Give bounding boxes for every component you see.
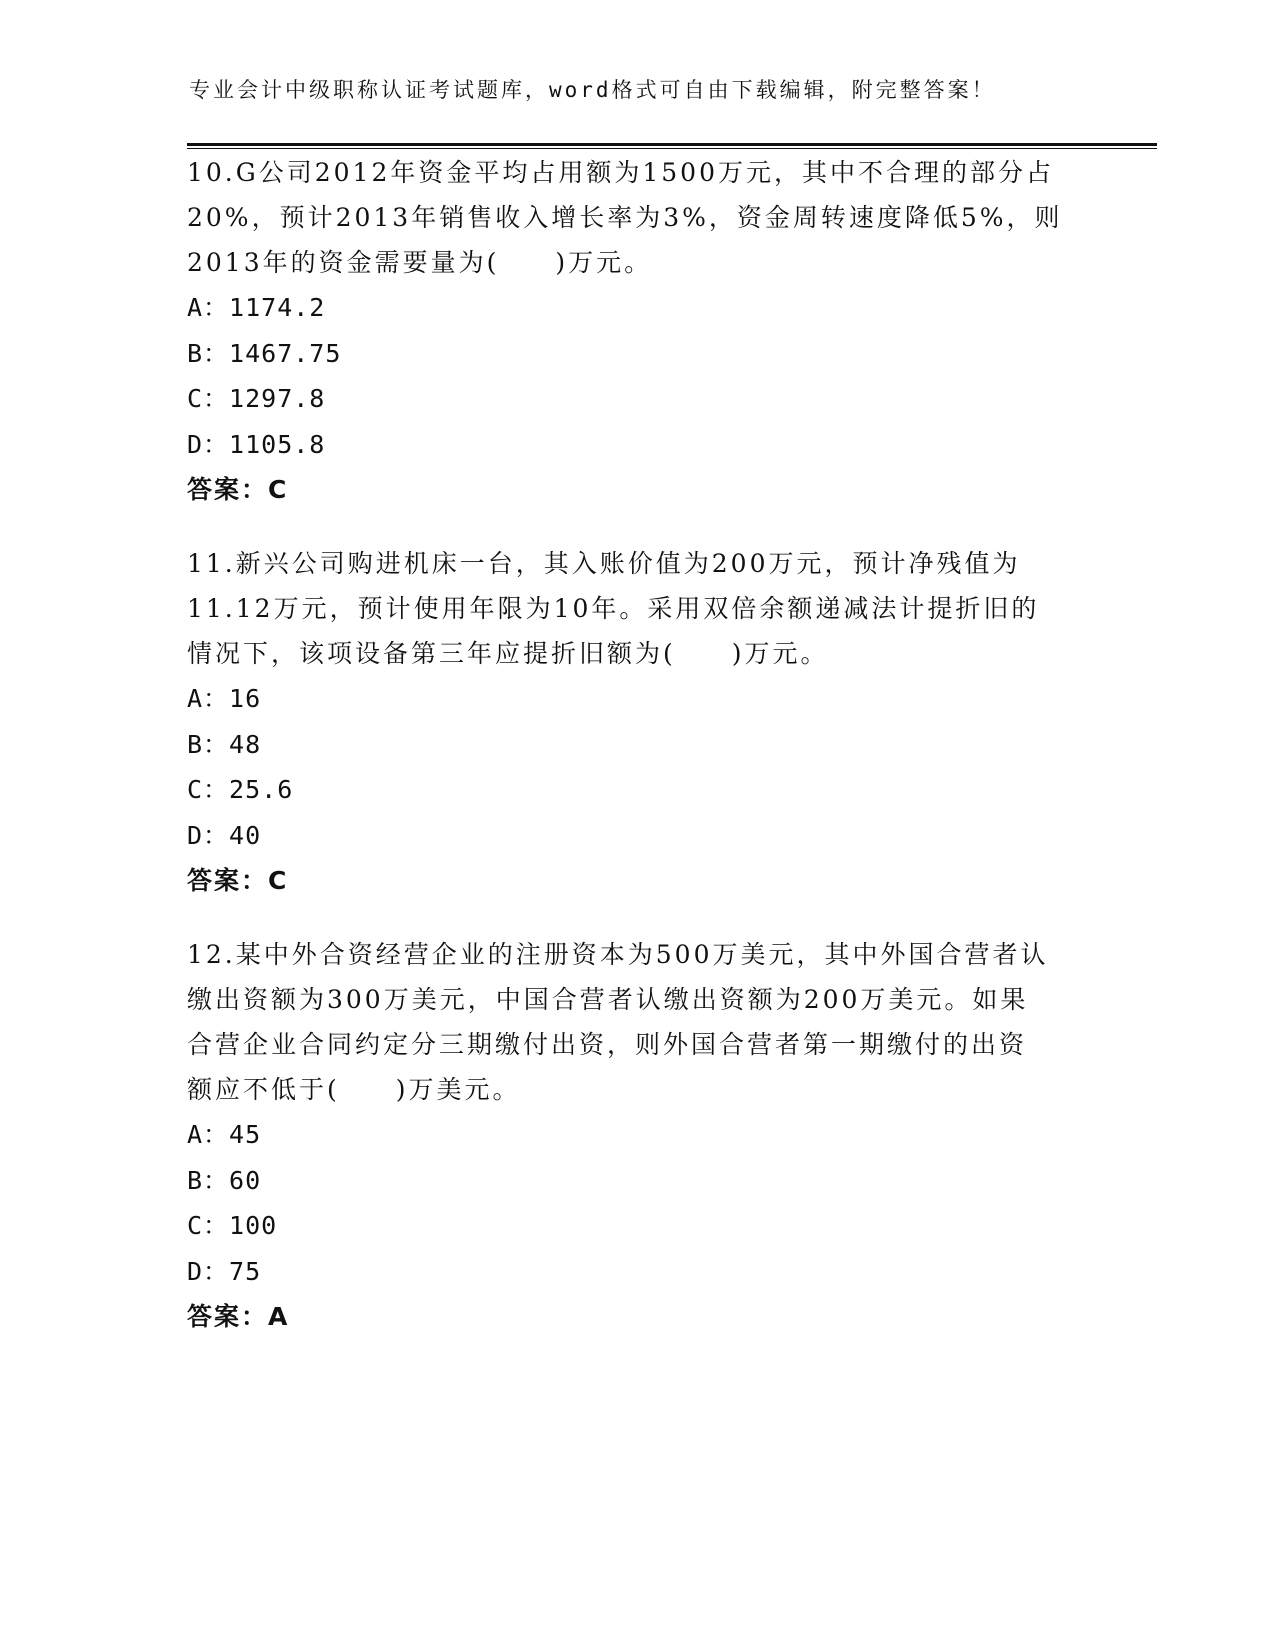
- option-a: A：16: [187, 684, 262, 713]
- header-rule-thin: [187, 148, 1157, 149]
- answer: 答案：C: [187, 866, 289, 895]
- option-c: C：100: [187, 1211, 278, 1240]
- question-stem: [187, 541, 1087, 676]
- question-line: 额应不低于( )万美元。: [187, 1075, 521, 1104]
- question-line: 合营企业合同约定分三期缴付出资，则外国合营者第一期缴付的出资: [187, 1030, 1028, 1059]
- option-b: B：1467.75: [187, 338, 342, 368]
- question-stem: [187, 932, 1087, 1112]
- question-line: 20%，预计2013年销售收入增长率为3%，资金周转速度降低5%，则: [187, 203, 1063, 232]
- question-line: 11.12万元，预计使用年限为10年。采用双倍余额递减法计提折旧的: [187, 594, 1040, 623]
- question-12: [187, 932, 1087, 1339]
- option-d: D：40: [187, 820, 262, 850]
- option-d: D：75: [187, 1256, 262, 1286]
- option-c: C：1297.8: [187, 384, 326, 413]
- question-stem: [187, 150, 1087, 285]
- option-b: B：60: [187, 1165, 262, 1195]
- question-line: 11.新兴公司购进机床一台，其入账价值为200万元，预计净残值为: [187, 549, 1021, 578]
- question-line: 情况下，该项设备第三年应提折旧额为( )万元。: [187, 639, 829, 668]
- question-line: 缴出资额为300万美元，中国合营者认缴出资额为200万美元。如果: [187, 985, 1029, 1014]
- question-11: [187, 541, 1087, 903]
- question-10: [187, 150, 1087, 512]
- answer: 答案：C: [187, 475, 289, 504]
- question-line: 10.G公司2012年资金平均占用额为1500万元，其中不合理的部分占: [187, 158, 1054, 187]
- option-d: D：1105.8: [187, 429, 326, 459]
- answer: 答案：A: [187, 1302, 290, 1331]
- question-line: 2013年的资金需要量为( )万元。: [187, 248, 653, 277]
- question-line: 12.某中外合资经营企业的注册资本为500万美元，其中外国合营者认: [187, 940, 1049, 969]
- header-rule-thick: [187, 143, 1157, 146]
- option-a: A：45: [187, 1120, 262, 1149]
- option-a: A：1174.2: [187, 293, 326, 322]
- option-c: C：25.6: [187, 775, 294, 804]
- page-header: 专业会计中级职称认证考试题库，word格式可自由下载编辑，附完整答案！: [189, 78, 996, 102]
- option-b: B：48: [187, 729, 262, 759]
